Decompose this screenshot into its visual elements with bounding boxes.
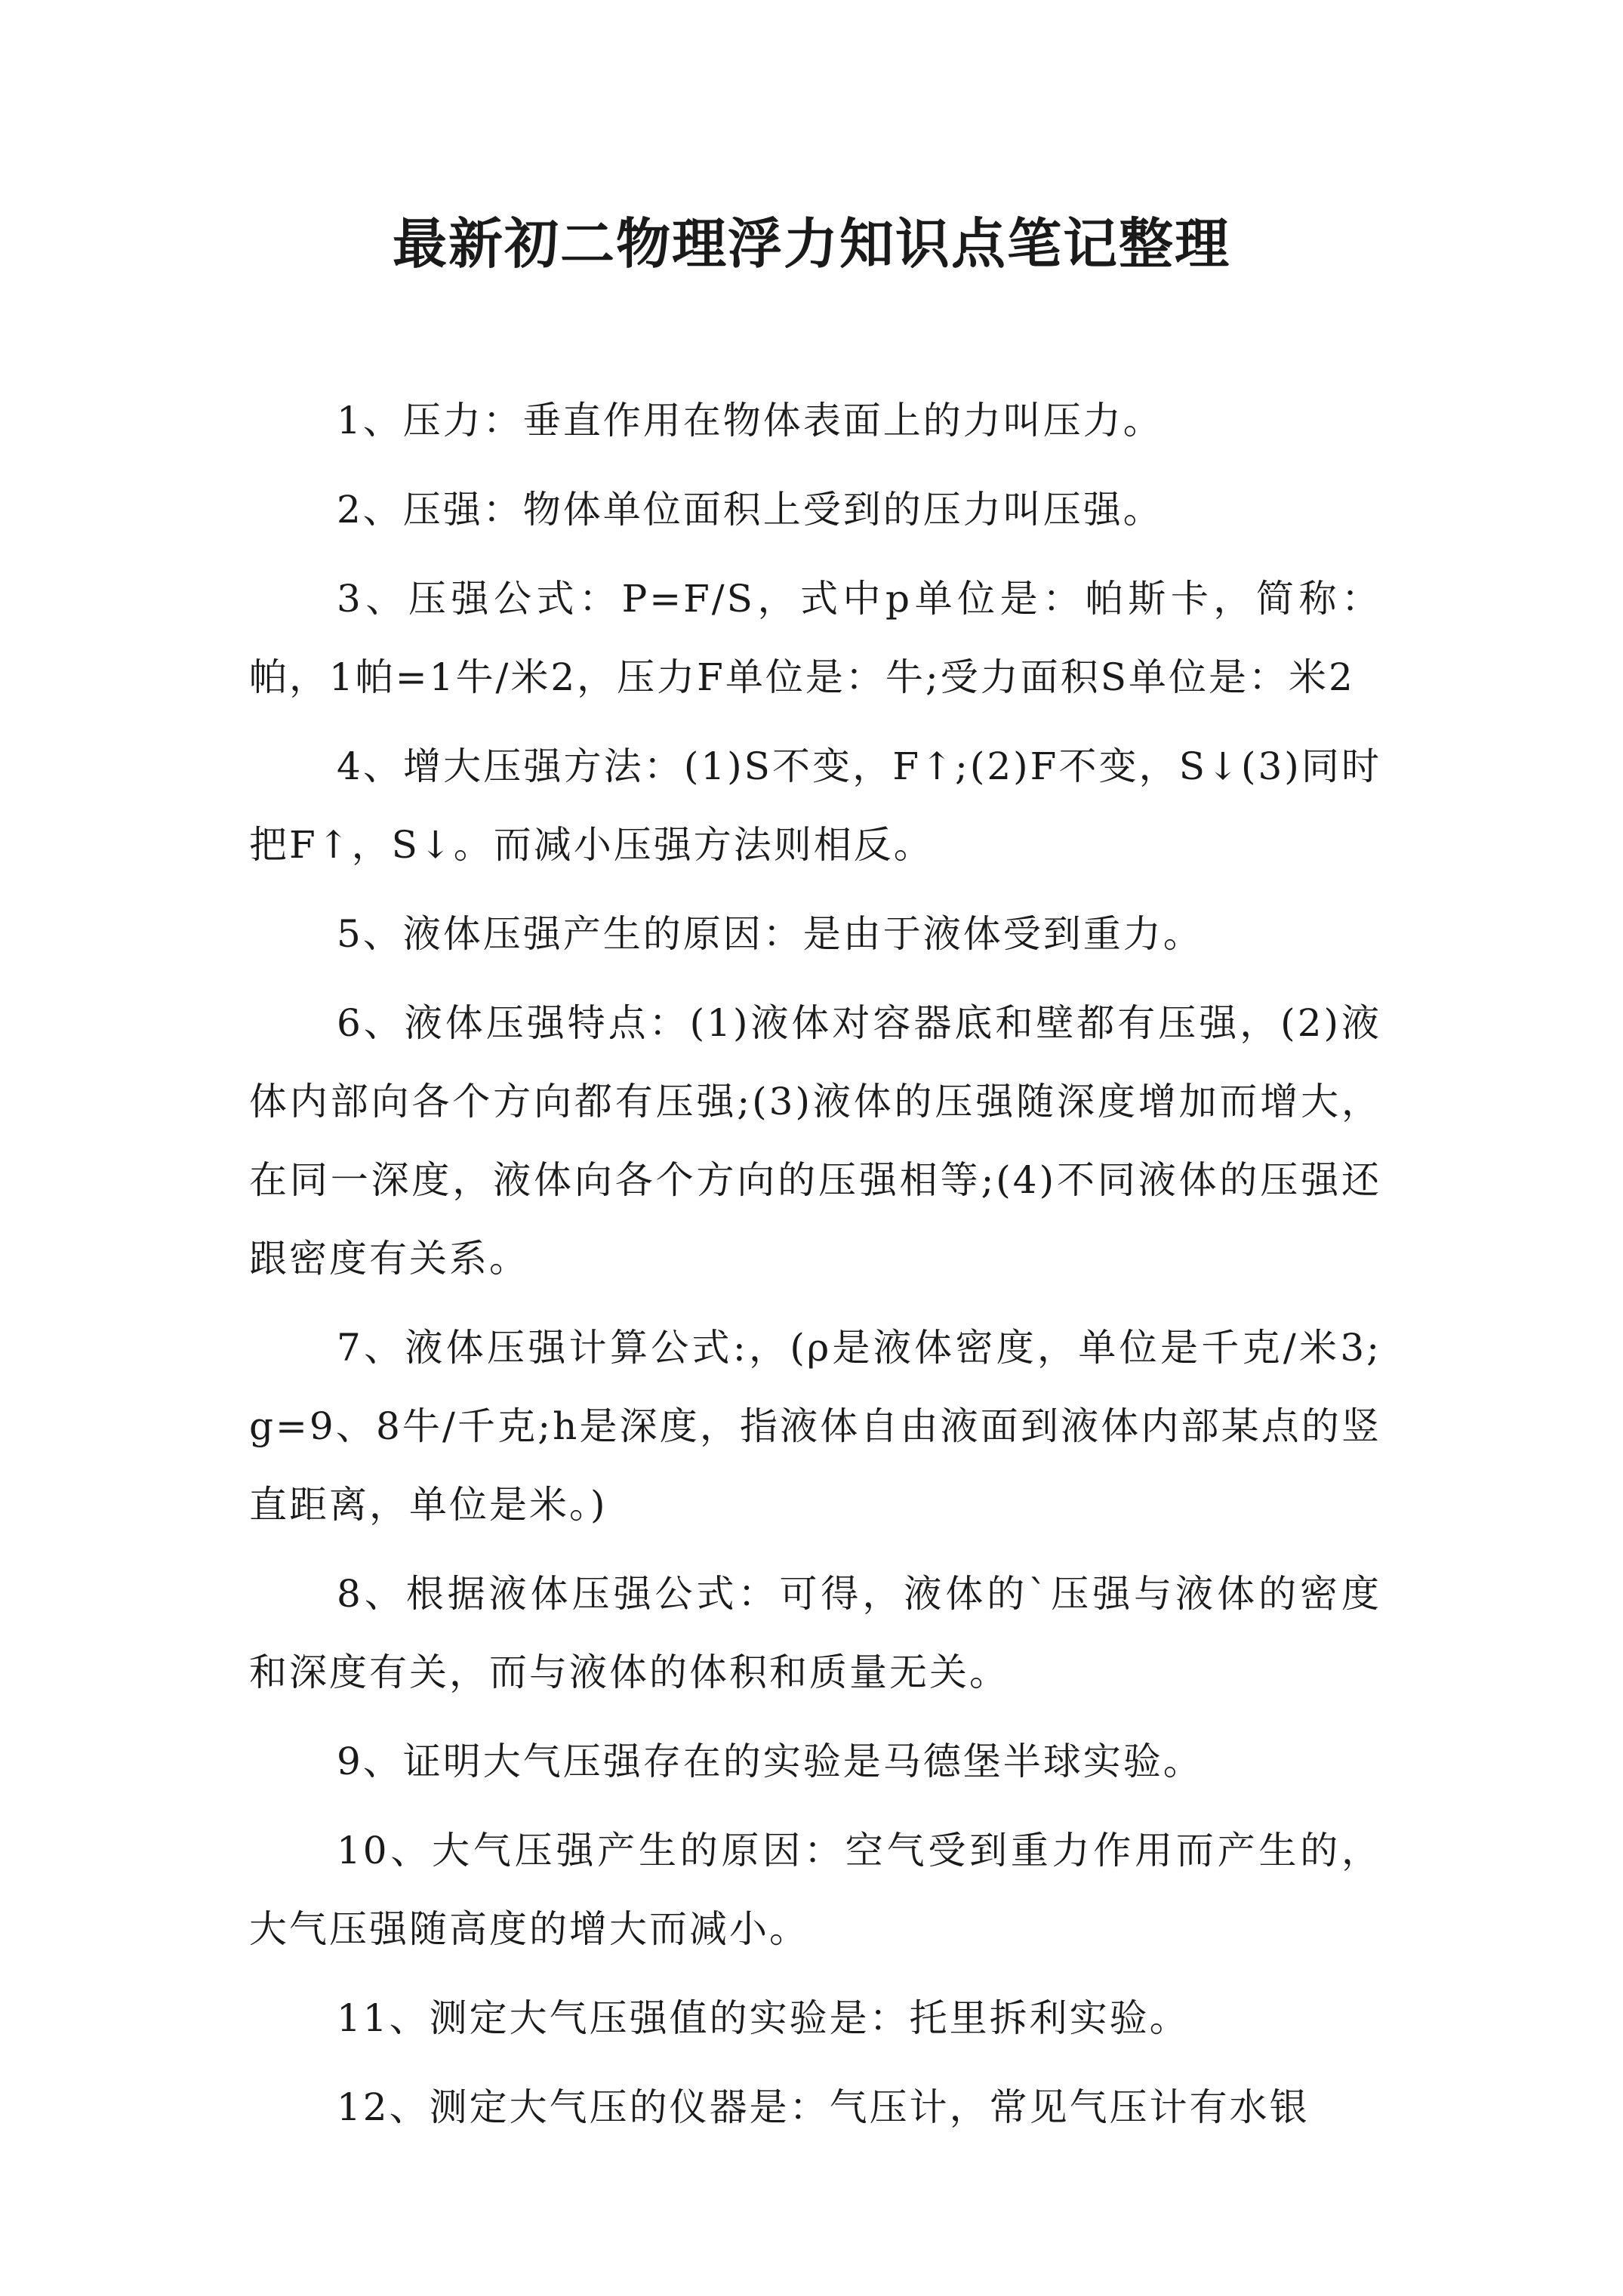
paragraph-10: 10、大气压强产生的原因：空气受到重力作用而产生的，大气压强随高度的增大而减小。	[249, 1829, 1381, 1951]
paragraph-5: 5、液体压强产生的原因：是由于液体受到重力。	[337, 912, 1203, 956]
paragraph-2: 2、压强：物体单位面积上受到的压力叫压强。	[337, 488, 1163, 532]
paragraph-11: 11、测定大气压强值的实验是：托里拆利实验。	[337, 1996, 1190, 2040]
document-title: 最新初二物理浮力知识点笔记整理	[392, 211, 1230, 276]
paragraph-4: 4、增大压强方法：(1)S不变，F↑;(2)F不变，S↓(3)同时把F↑，S↓。而减小压强方法则相反。	[249, 744, 1381, 867]
paragraph-6: 6、液体压强特点：(1)液体对容器底和壁都有压强，(2)液体内部向各个方向都有压强;(3)液体的压强随深度增加而增大，在同一深度，液体向各个方向的压强相等;(4)不同液体的压强还跟密度有关系。	[249, 1001, 1381, 1281]
document-body	[249, 381, 1381, 2157]
paragraph-3: 3、压强公式：P=F/S，式中p单位是：帕斯卡，简称：帕，1帕=1牛/米2，压力F单位是：牛;受力面积S单位是：米2	[249, 577, 1381, 699]
paragraph-12: 12、测定大气压的仪器是：气压计，常见气压计有水银	[337, 2085, 1310, 2129]
paragraph-8: 8、根据液体压强公式：可得，液体的`压强与液体的密度和深度有关，而与液体的体积和质量无关。	[249, 1572, 1381, 1694]
paragraph-9: 9、证明大气压强存在的实验是马德堡半球实验。	[337, 1740, 1203, 1783]
paragraph-1: 1、压力：垂直作用在物体表面上的力叫压力。	[337, 399, 1163, 442]
paragraph-7: 7、液体压强计算公式:，(ρ是液体密度，单位是千克/米3;g=9、8牛/千克;h是深度，指液体自由液面到液体内部某点的竖直距离，单位是米。)	[249, 1326, 1381, 1527]
